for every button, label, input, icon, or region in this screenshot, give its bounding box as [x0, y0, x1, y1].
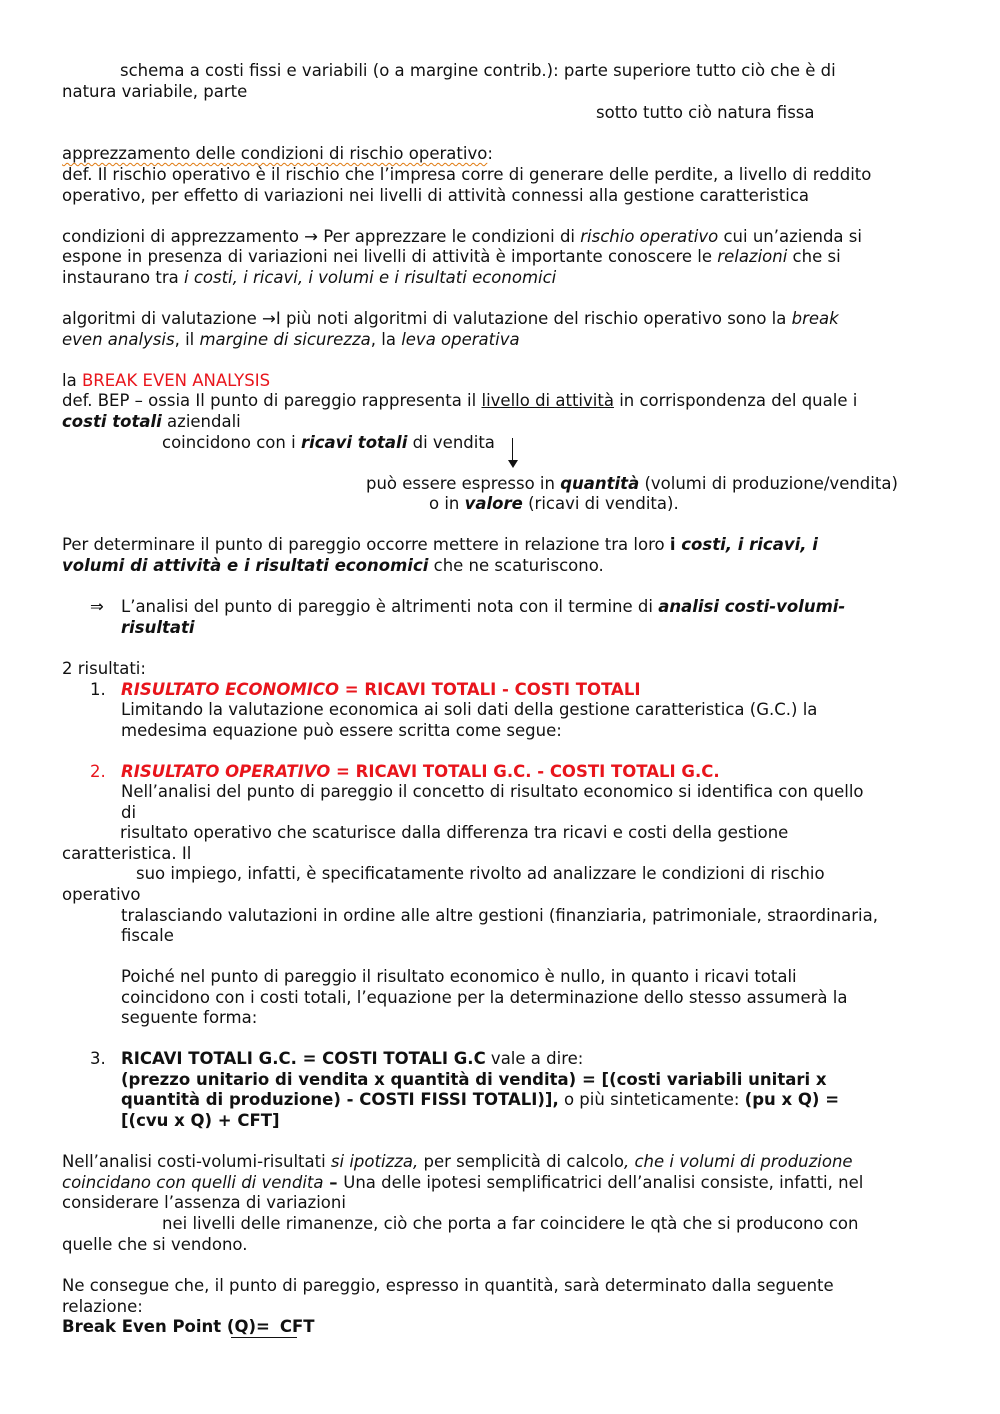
text-line — [62, 391, 857, 411]
bold-span: = RICAVI TOTALI G.C. - COSTI TOTALI G.C. — [330, 762, 720, 781]
italic-span: , che i volumi di produzione — [624, 1152, 853, 1171]
fraction-line — [231, 1337, 297, 1338]
bold-span: (pu x Q) = — [744, 1090, 840, 1109]
text-line — [62, 412, 241, 432]
text-line — [62, 556, 604, 576]
italic-span: break — [791, 309, 839, 328]
bold-span: – — [323, 1173, 344, 1192]
formula-line: (prezzo unitario di vendita x quantità di vendita) = [(costi variabili unitari x — [121, 1070, 827, 1089]
text-line — [62, 535, 818, 555]
text-span: def. BEP – ossia Il punto di pareggio rappresenta il — [62, 391, 482, 410]
text-span: che ne scaturiscono. — [428, 556, 604, 575]
right-arrow-icon: → — [304, 227, 318, 246]
text-line: Nell’analisi del punto di pareggio il concetto di risultato economico si identifica con quello — [121, 782, 864, 801]
text-span: : — [487, 144, 493, 163]
text-line: 2 risultati: — [62, 659, 146, 678]
text-span: instaurano tra — [62, 268, 184, 287]
right-arrow-icon: → — [262, 309, 276, 328]
italic-span: margine di sicurezza — [199, 330, 371, 349]
text-line: Ne consegue che, il punto di pareggio, espresso in quantità, sarà determinato dalla seguente — [62, 1276, 834, 1295]
text-span: o più sinteticamente: — [558, 1090, 745, 1109]
italic-span: even analysis — [62, 330, 175, 349]
bold-span: = RICAVI TOTALI - COSTI TOTALI — [339, 680, 641, 699]
text-line — [62, 227, 862, 247]
list-number: 1. — [90, 680, 106, 699]
italic-span: coincidano con quelli di vendita — [62, 1173, 324, 1192]
text-line: Poiché nel punto di pareggio il risultato economico è nullo, in quanto i ricavi totali — [121, 967, 797, 986]
spellcheck-underlined-text: apprezzamento delle condizioni di rischio operativo — [62, 144, 488, 163]
text-span: (ricavi di vendita). — [522, 494, 679, 513]
bold-span: RICAVI TOTALI G.C. = COSTI TOTALI G.C — [121, 1049, 486, 1068]
bold-span: i — [669, 535, 682, 554]
text-span: in corrispondenza del quale i — [613, 391, 858, 410]
text-span: che si — [787, 247, 841, 266]
text-span: cui un’azienda si — [718, 227, 862, 246]
red-heading: BREAK EVEN ANALYSIS — [81, 371, 271, 390]
bold-italic-span: costi totali — [62, 412, 162, 431]
text-span: Per determinare il punto di pareggio occorre mettere in relazione tra loro — [62, 535, 670, 554]
text-line — [62, 1152, 853, 1172]
italic-span: leva operativa — [401, 330, 520, 349]
text-span: o in — [429, 494, 465, 513]
bullet-arrow-icon: ⇒ — [90, 597, 104, 616]
bold-italic-span: ricavi totali — [300, 433, 408, 452]
formula-line: [(cvu x Q) + CFT] — [121, 1111, 280, 1130]
text-line: def. Il rischio operativo è il rischio che l’impresa corre di generare delle perdite, a livello di reddito — [62, 165, 872, 184]
bold-italic-span: RISULTATO ECONOMICO — [121, 680, 340, 699]
text-line: seguente forma: — [121, 1008, 258, 1027]
text-span: Una delle ipotesi semplificatrici dell’analisi consiste, infatti, nel — [343, 1173, 864, 1192]
bold-italic-span: valore — [464, 494, 523, 513]
text-line — [62, 309, 839, 329]
text-span: coincidono con i — [162, 433, 301, 452]
text-span: , il — [174, 330, 200, 349]
bold-italic-span: RISULTATO OPERATIVO — [121, 762, 331, 781]
formula-line — [62, 1317, 315, 1337]
text-line: operativo — [62, 885, 141, 904]
text-line: tralasciando valutazioni in ordine alle altre gestioni (finanziaria, patrimoniale, straordinaria, — [121, 906, 878, 925]
text-span: L’analisi del punto di pareggio è altrimenti nota con il termine di — [121, 597, 659, 616]
text-span: I più noti algoritmi di valutazione del rischio operativo sono la — [275, 309, 792, 328]
text-line: suo impiego, infatti, è specificatamente rivolto ad analizzare le condizioni di rischio — [136, 864, 825, 883]
text-line — [62, 330, 520, 350]
bold-italic-span: analisi costi-volumi- — [658, 597, 846, 616]
text-line: fiscale — [121, 926, 174, 945]
bold-italic-span: quantità — [560, 474, 640, 493]
text-line — [121, 597, 845, 617]
bold-italic-span: volumi di attività e i risultati economici — [62, 556, 429, 575]
text-line — [62, 247, 841, 267]
text-span: , la — [370, 330, 402, 349]
underlined-span: livello di attività — [481, 391, 614, 410]
section-heading-bea — [62, 371, 270, 391]
text-span: (volumi di produzione/vendita) — [639, 474, 898, 493]
list-number: 2. — [90, 762, 106, 781]
text-span: algoritmi di valutazione — [62, 309, 262, 328]
text-span: aziendali — [161, 412, 241, 431]
text-line: Limitando la valutazione economica ai soli dati della gestione caratteristica (G.C.) la — [121, 700, 818, 719]
italic-span: si ipotizza, — [330, 1152, 419, 1171]
bold-span: Break Even Point (Q)= — [62, 1317, 270, 1336]
text-line — [62, 1173, 863, 1193]
text-line: sotto tutto ciò natura fissa — [596, 103, 815, 122]
formula-line — [121, 1090, 839, 1110]
section-heading-rischio — [62, 144, 493, 164]
italic-span: relazioni — [717, 247, 788, 266]
text-span: per semplicità di calcolo — [418, 1152, 624, 1171]
text-line: coincidono con i costi totali, l’equazione per la determinazione dello stesso assumerà la — [121, 988, 848, 1007]
text-line: natura variabile, parte — [62, 82, 248, 101]
text-span: espone in presenza di variazioni nei livelli di attività è importante conoscere le — [62, 247, 718, 266]
text-line: relazione: — [62, 1297, 143, 1316]
bold-span: quantità di produzione) - COSTI FISSI TOTALI)], — [121, 1090, 559, 1109]
formula-line — [121, 1049, 583, 1069]
text-line: operativo, per effetto di variazioni nei livelli di attività connessi alla gestione caratteristica — [62, 186, 810, 205]
text-line: risultato operativo che scaturisce dalla differenza tra ricavi e costi della gestione — [120, 823, 789, 842]
text-line — [62, 268, 556, 288]
text-span: di vendita — [407, 433, 495, 452]
text-span: la — [62, 371, 82, 390]
formula-line — [121, 680, 640, 700]
text-span: vale a dire: — [485, 1049, 584, 1068]
formula-line — [121, 762, 720, 782]
text-span: Per apprezzare le condizioni di — [318, 227, 581, 246]
text-span: condizioni di apprezzamento — [62, 227, 305, 246]
text-line: nei livelli delle rimanenze, ciò che porta a far coincidere le qtà che si producono con — [162, 1214, 859, 1233]
bold-italic-span: costi, i ricavi, i — [681, 535, 818, 554]
italic-span: rischio operativo — [580, 227, 719, 246]
text-line: caratteristica. Il — [62, 844, 192, 863]
list-number: 3. — [90, 1049, 106, 1068]
text-line: quelle che si vendono. — [62, 1235, 248, 1254]
text-line: risultati — [121, 618, 195, 637]
text-line: medesima equazione può essere scritta come segue: — [121, 721, 562, 740]
text-line — [366, 474, 898, 494]
text-line — [162, 433, 495, 453]
text-line: di — [121, 803, 137, 822]
text-line — [429, 494, 679, 514]
text-line: considerare l’assenza di variazioni — [62, 1193, 346, 1212]
text-span: Nell’analisi costi-volumi-risultati — [62, 1152, 331, 1171]
bold-span: CFT — [279, 1317, 315, 1336]
italic-span: i costi, i ricavi, i volumi e i risultati economici — [183, 268, 557, 287]
text-span: può essere espresso in — [366, 474, 561, 493]
down-arrow-icon — [512, 438, 513, 462]
text-line: schema a costi fissi e variabili (o a margine contrib.): parte superiore tutto ciò che è di — [120, 61, 836, 80]
